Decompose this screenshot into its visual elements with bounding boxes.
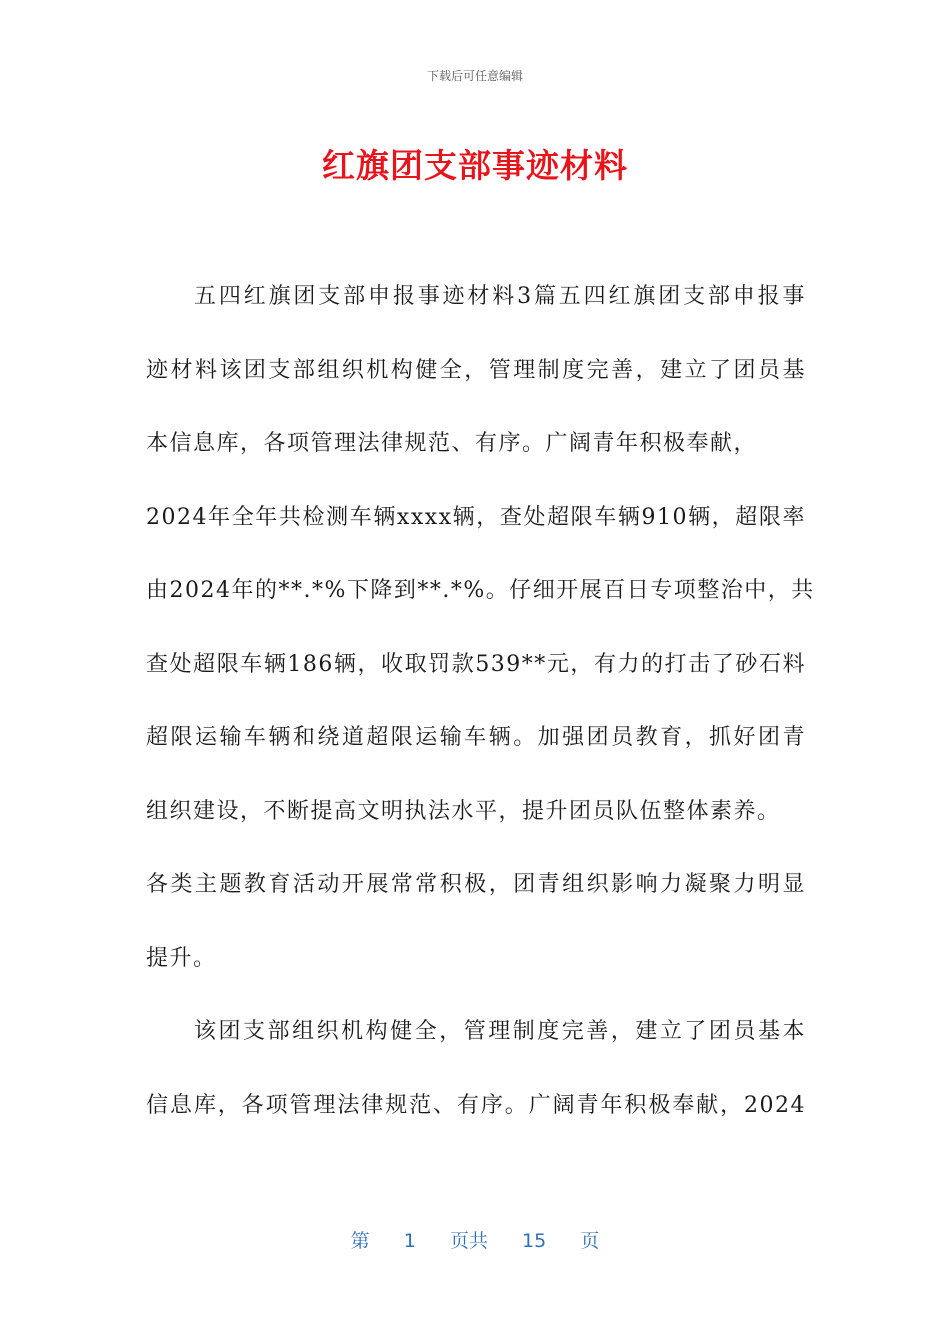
body-line: 迹材料该团支部组织机构健全，管理制度完善，建立了团员基 [146, 357, 806, 383]
body-line: 超限运输车辆和绕道超限运输车辆。加强团员教育，抓好团青 [146, 725, 806, 750]
header-note: 下载后可任意编辑 [426, 69, 523, 83]
footer-total-pages: 15 [522, 1230, 547, 1252]
footer-current-page: 1 [403, 1230, 416, 1252]
footer-prefix: 第 [350, 1230, 370, 1252]
page-footer [0, 1226, 950, 1253]
body-line: 各类主题教育活动开展常常积极，团青组织影响力凝聚力明显 [146, 872, 806, 897]
body-line: 提升。 [146, 945, 217, 971]
body-line: 本信息库，各项管理法律规范、有序。广阔青年积极奉献， [146, 431, 758, 456]
body-line: 五四红旗团支部申报事迹材料3篇五四红旗团支部申报事 [194, 284, 806, 309]
body-line: 组织建设，不断提高文明执法水平，提升团员队伍整体素养。 [146, 798, 781, 824]
body-line: 2024年全年共检测车辆xxxx辆，查处超限车辆910辆，超限率 [146, 504, 806, 530]
body-line: 由2024年的**.*%下降到**.*%。仔细开展百日专项整治中，共 [146, 578, 815, 603]
footer-middle: 页共 [449, 1230, 488, 1252]
footer-suffix: 页 [580, 1230, 600, 1252]
document-title: 红旗团支部事迹材料 [322, 146, 628, 185]
document-body [146, 260, 815, 1142]
body-line: 查处超限车辆186辆，收取罚款539**元，有力的打击了砂石料 [146, 651, 806, 677]
body-line: 信息库，各项管理法律规范、有序。广阔青年积极奉献，2024 [146, 1092, 806, 1118]
body-line: 该团支部组织机构健全，管理制度完善，建立了团员基本 [194, 1019, 806, 1044]
